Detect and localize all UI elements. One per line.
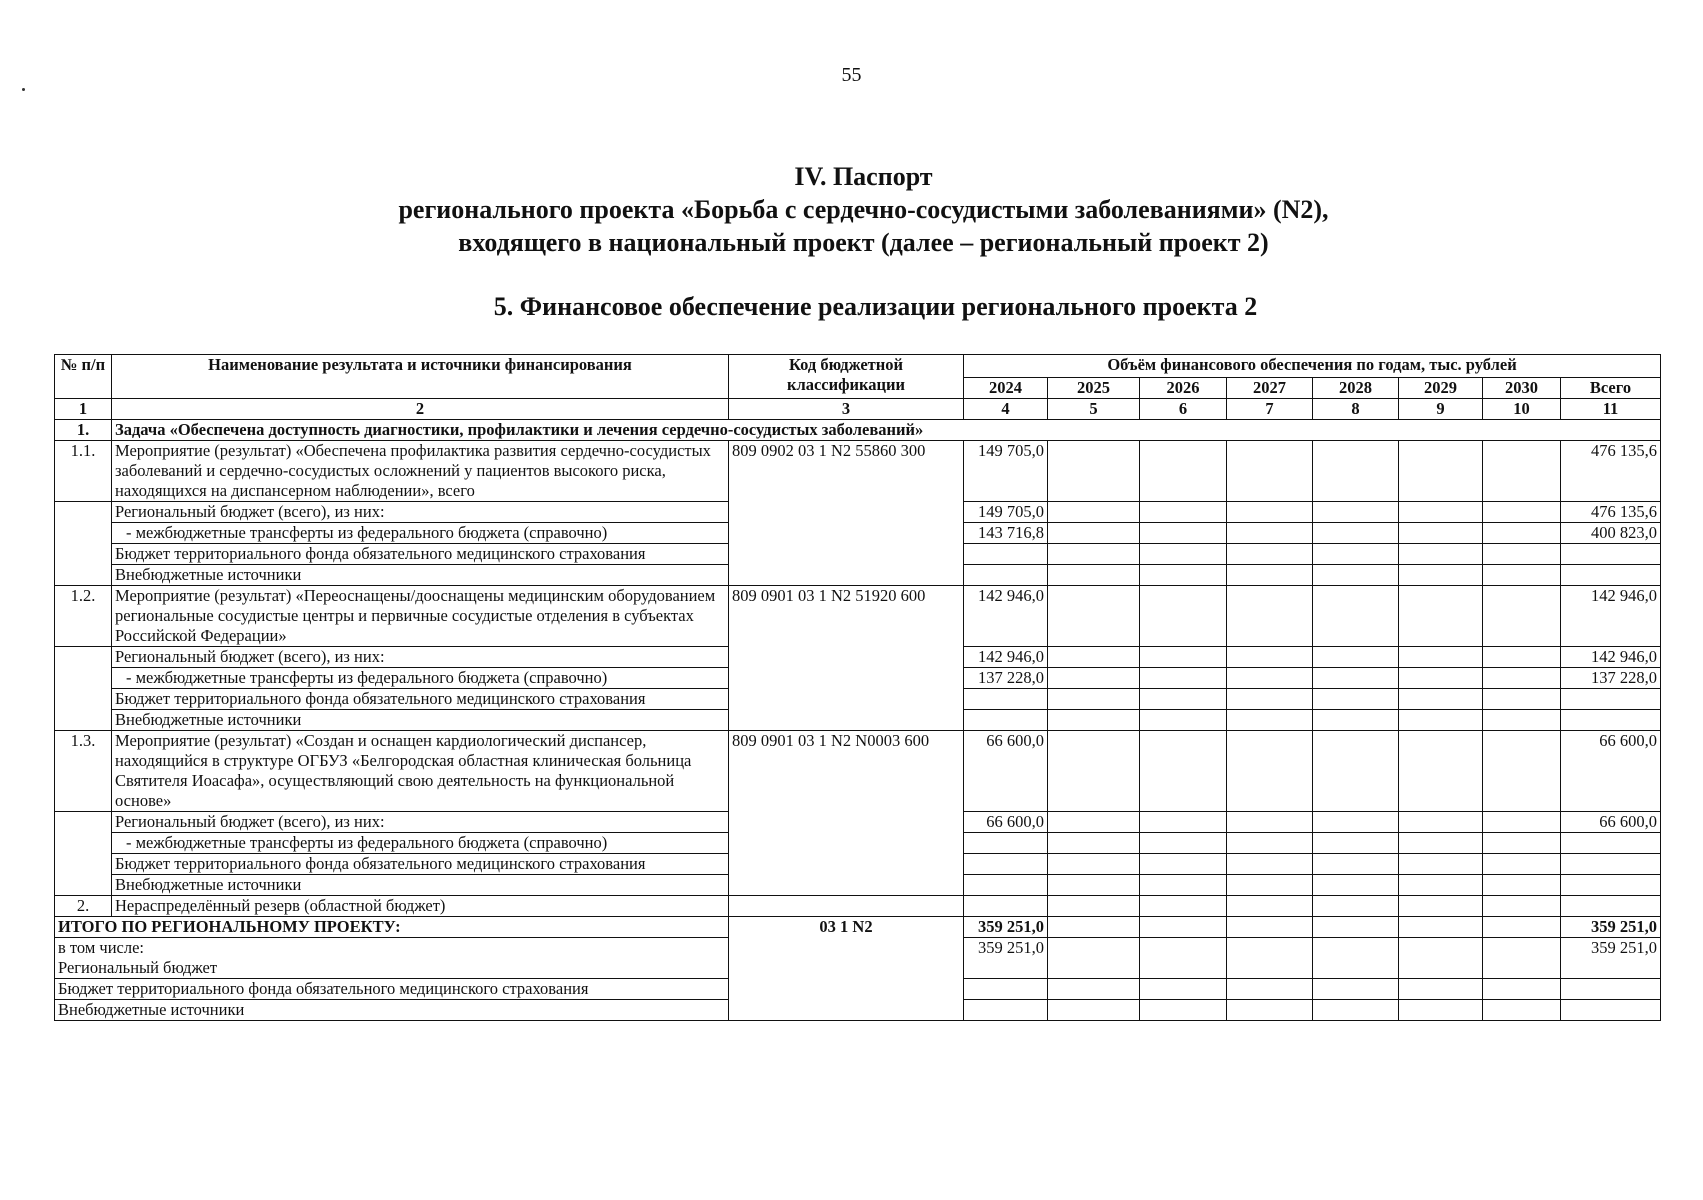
source-label: Региональный бюджет (всего), из них: — [112, 812, 729, 833]
item-code: 809 0901 03 1 N2 51920 600 — [729, 586, 964, 731]
task-num: 1. — [55, 420, 112, 441]
title-line-1: IV. Паспорт — [794, 162, 933, 191]
item-y2024: 66 600,0 — [964, 731, 1048, 812]
source-label: Региональный бюджет (всего), из них: — [112, 647, 729, 668]
item-code: 809 0901 03 1 N2 N0003 600 — [729, 731, 964, 896]
item-name: Мероприятие (результат) «Обеспечена профилактика развития сердечно-сосудистых заболеваний и сердечно-сосудистых осложнений у пациентов высокого риска, находящихся на диспансерном наблюдении», всего — [112, 441, 729, 502]
header-year: 2025 — [1048, 378, 1140, 399]
regional-label: Региональный бюджет — [58, 958, 218, 977]
table-header-row-1 — [55, 355, 1661, 378]
header-num: № п/п — [55, 355, 112, 399]
column-number: 5 — [1048, 399, 1140, 420]
item-y2024: 142 946,0 — [964, 586, 1048, 647]
header-volume: Объём финансового обеспечения по годам, тыс. рублей — [964, 355, 1661, 378]
header-year: 2026 — [1140, 378, 1227, 399]
grand-total-label: ИТОГО ПО РЕГИОНАЛЬНОМУ ПРОЕКТУ: — [55, 917, 729, 938]
grand-total-regional-y2024: 359 251,0 — [964, 938, 1048, 979]
item-code: 809 0902 03 1 N2 55860 300 — [729, 441, 964, 586]
column-number: 7 — [1227, 399, 1313, 420]
grand-total-row — [55, 917, 1661, 938]
grand-total-tfoms-label: Бюджет территориального фонда обязательного медицинского страхования — [55, 979, 729, 1000]
reserve-label: Нераспределённый резерв (областной бюджет) — [112, 896, 729, 917]
financing-table — [54, 354, 1661, 1021]
column-number: 11 — [1561, 399, 1661, 420]
source-y2024: 143 716,8 — [964, 523, 1048, 544]
item-num: 1.3. — [55, 731, 112, 812]
column-number: 4 — [964, 399, 1048, 420]
item-total: 476 135,6 — [1561, 441, 1661, 502]
task-row — [55, 420, 1661, 441]
source-total: 142 946,0 — [1561, 647, 1661, 668]
page-number: 55 — [841, 64, 862, 86]
source-label: Бюджет территориального фонда обязательного медицинского страхования — [112, 854, 729, 875]
scan-speck — [22, 88, 25, 91]
section-title: 5. Финансовое обеспечение реализации регионального проекта 2 — [493, 292, 1258, 321]
table-row — [55, 441, 1661, 502]
header-year: 2030 — [1483, 378, 1561, 399]
source-y2024: 149 705,0 — [964, 502, 1048, 523]
column-number: 1 — [55, 399, 112, 420]
source-label: - межбюджетные трансферты из федерального бюджета (справочно) — [112, 833, 729, 854]
column-number: 3 — [729, 399, 964, 420]
source-label: Внебюджетные источники — [112, 710, 729, 731]
item-num: 1.1. — [55, 441, 112, 502]
grand-total-regional-label — [55, 938, 729, 979]
table-row — [55, 586, 1661, 647]
grand-total-y2024: 359 251,0 — [964, 917, 1048, 938]
column-number: 8 — [1313, 399, 1399, 420]
item-total: 142 946,0 — [1561, 586, 1661, 647]
item-total: 66 600,0 — [1561, 731, 1661, 812]
item-y2024: 149 705,0 — [964, 441, 1048, 502]
header-name: Наименование результата и источники финансирования — [112, 355, 729, 399]
source-total: 66 600,0 — [1561, 812, 1661, 833]
header-total: Всего — [1561, 378, 1661, 399]
reserve-num: 2. — [55, 896, 112, 917]
source-y2024: 137 228,0 — [964, 668, 1048, 689]
source-y2024: 66 600,0 — [964, 812, 1048, 833]
source-total: 476 135,6 — [1561, 502, 1661, 523]
source-label: - межбюджетные трансферты из федерального бюджета (справочно) — [112, 523, 729, 544]
grand-total-regional-total: 359 251,0 — [1561, 938, 1661, 979]
source-total: 137 228,0 — [1561, 668, 1661, 689]
source-label: Внебюджетные источники — [112, 875, 729, 896]
source-label: Бюджет территориального фонда обязательного медицинского страхования — [112, 544, 729, 565]
grand-total-code: 03 1 N2 — [729, 917, 964, 1021]
source-label: - межбюджетные трансферты из федерального бюджета (справочно) — [112, 668, 729, 689]
header-year: 2029 — [1399, 378, 1483, 399]
header-code: Код бюджетной классификации — [729, 355, 964, 399]
header-year: 2028 — [1313, 378, 1399, 399]
source-label: Внебюджетные источники — [112, 565, 729, 586]
column-number-row — [55, 399, 1661, 420]
title-line-3: входящего в национальный проект (далее – региональный проект 2) — [458, 228, 1269, 257]
header-year: 2027 — [1227, 378, 1313, 399]
source-total: 400 823,0 — [1561, 523, 1661, 544]
including-label: в том числе: — [58, 938, 145, 957]
task-text: Задача «Обеспечена доступность диагностики, профилактики и лечения сердечно-сосудистых заболеваний» — [112, 420, 1661, 441]
header-year: 2024 — [964, 378, 1048, 399]
item-name: Мероприятие (результат) «Переоснащены/дооснащены медицинским оборудованием региональные сосудистые центры и первичные сосудистые отделения в субъектах Российской Федерации» — [112, 586, 729, 647]
column-number: 10 — [1483, 399, 1561, 420]
document-title — [0, 160, 1703, 259]
item-num: 1.2. — [55, 586, 112, 647]
column-number: 2 — [112, 399, 729, 420]
source-y2024: 142 946,0 — [964, 647, 1048, 668]
grand-total-extra-label: Внебюджетные источники — [55, 1000, 729, 1021]
column-number: 6 — [1140, 399, 1227, 420]
table-row — [55, 731, 1661, 812]
column-number: 9 — [1399, 399, 1483, 420]
grand-total-total: 359 251,0 — [1561, 917, 1661, 938]
source-label: Бюджет территориального фонда обязательного медицинского страхования — [112, 689, 729, 710]
source-label: Региональный бюджет (всего), из них: — [112, 502, 729, 523]
title-line-2: регионального проекта «Борьба с сердечно-сосудистыми заболеваниями» (N2), — [398, 195, 1329, 224]
reserve-row — [55, 896, 1661, 917]
item-name: Мероприятие (результат) «Создан и оснащен кардиологический диспансер, находящийся в структуре ОГБУЗ «Белгородская областная клиническая больница Святителя Иоасафа», осуществляющий свою деятельность на функциональной основе» — [112, 731, 729, 812]
